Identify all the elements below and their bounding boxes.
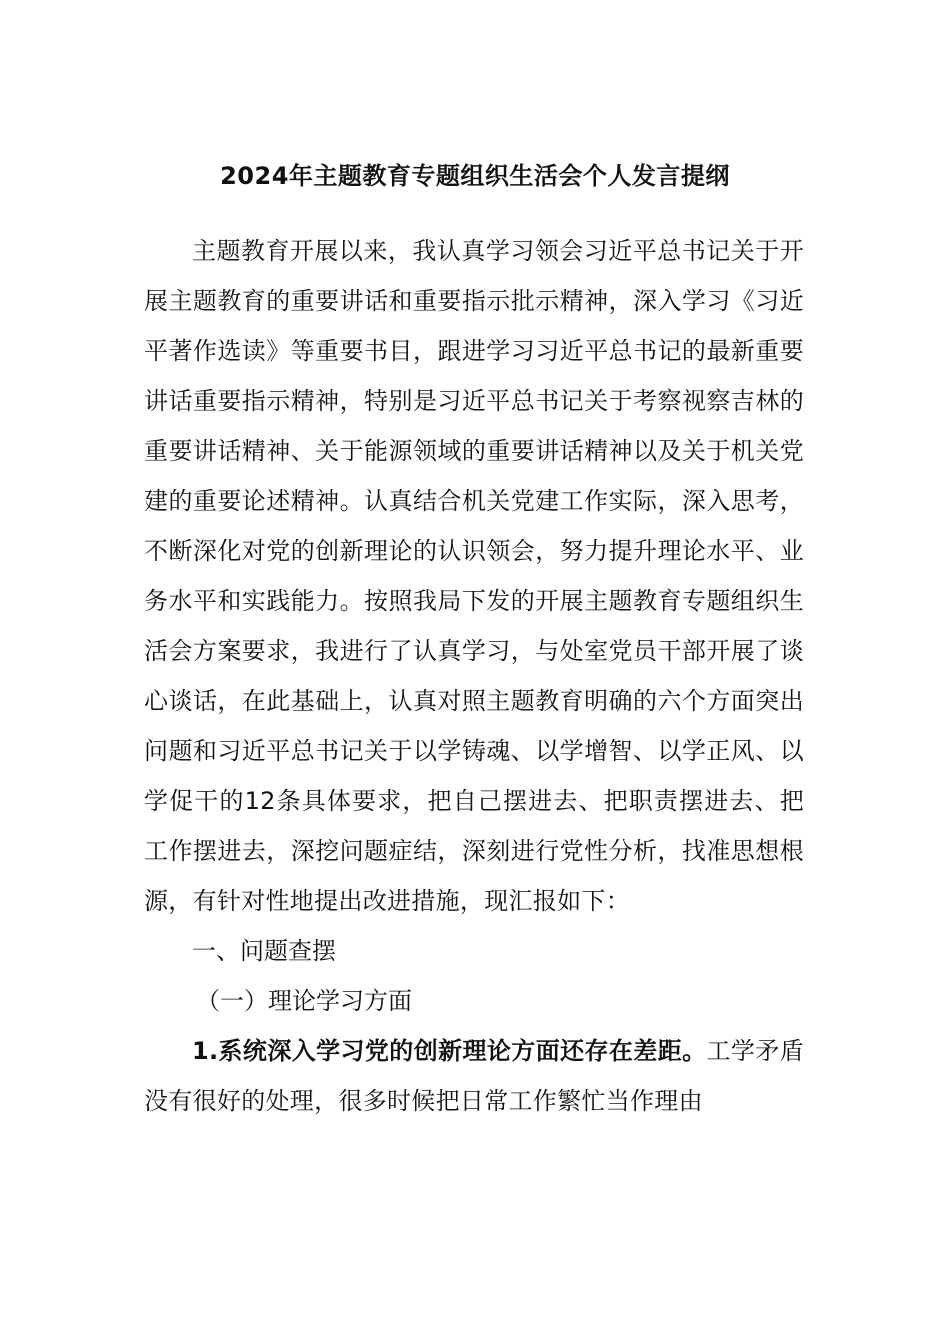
item-1-lead: 1.系统深入学习党的创新理论方面还存在差距。 bbox=[192, 1037, 707, 1065]
section-heading: 一、问题查摆 bbox=[192, 937, 336, 965]
item-1-paragraph bbox=[144, 1026, 804, 1126]
subsection-heading: （一）理论学习方面 bbox=[196, 987, 412, 1015]
document-title: 2024年主题教育专题组织生活会个人发言提纲 bbox=[220, 162, 730, 190]
document-body bbox=[144, 226, 804, 1126]
item-1-text: 工学矛盾没有很好的处理，很多时候把日常工作繁忙当作理由 bbox=[144, 1037, 804, 1115]
intro-paragraph: 主题教育开展以来，我认真学习领会习近平总书记关于开展主题教育的重要讲话和重要指示批示精神，深入学习《习近平著作选读》等重要书目，跟进学习习近平总书记的最新重要讲话重要指示精神，特别是习近平总书记关于考察视察吉林的重要讲话精神、关于能源领域的重要讲话精神以及关于机关党建的重要论述精神。认真结合机关党建工作实际，深入思考，不断深化对党的创新理论的认识领会，努力提升理论水平、业务水平和实践能力。按照我局下发的开展主题教育专题组织生活会方案要求，我进行了认真学习，与处室党员干部开展了谈心谈话，在此基础上，认真对照主题教育明确的六个方面突出问题和习近平总书记关于以学铸魂、以学增智、以学正风、以学促干的12条具体要求，把自己摆进去、把职责摆进去、把工作摆进去，深挖问题症结，深刻进行党性分析，找准思想根源，有针对性地提出改进措施，现汇报如下： bbox=[144, 237, 804, 915]
